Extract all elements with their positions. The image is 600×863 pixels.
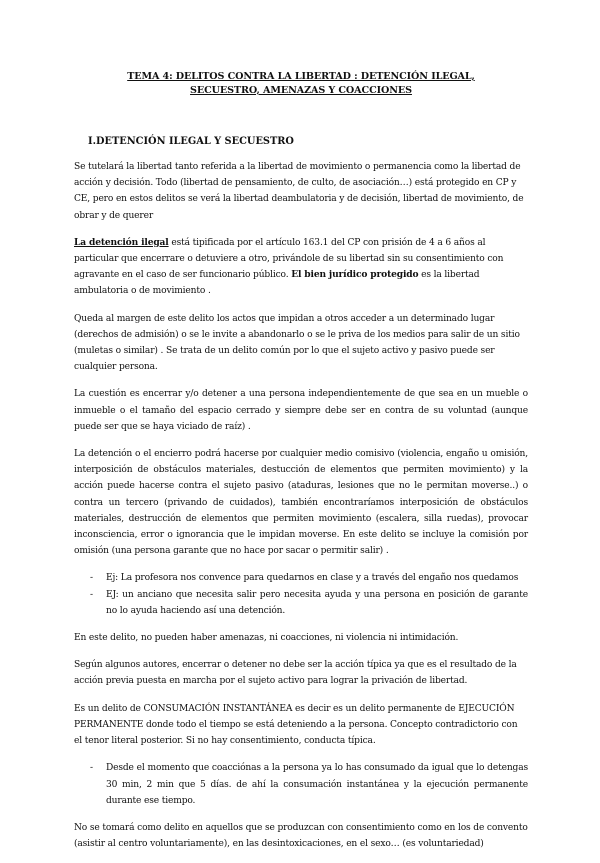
title-line-1: TEMA 4: DELITOS CONTRA LA LIBERTAD : DETENCIÓN ILEGAL, (127, 71, 475, 82)
bold-term-detencion-ilegal: La detención ilegal (74, 236, 169, 248)
paragraph-autores: Según algunos autores, encerrar o detener no debe ser la acción típica ya que es el resultado de la acción previa puesta en marcha por el sujeto activo para lograr la privación de libertad. (74, 660, 517, 687)
text-span: está tipificada por el artículo 163.1 del CP con prisión de 4 a 6 años al particular que encerrare o detuviere a otro, privándole de su libertad sin su consentimiento con agravante en el caso de ser funcionario público. (74, 237, 504, 281)
consumacion-list (74, 760, 528, 809)
document-page (74, 70, 528, 863)
paragraph-medio-comisivo: La detención o el encierro podrá hacerse por cualquier medio comisivo (violencia, engaño u omisión, interposición de obstáculos materiales, destucción de elementos que permiten movimiento) y la acción puede hacerse contra el sujeto pasivo (ataduras, lesiones que no le permitan moverse..) o contra un tercero (privando de cuidados), también encontraríamos interposición de obstáculos materiales, destrucción de elementos que permiten movimiento (escalera, silla ruedas), provocar inconsciencia, error o ignorancia que le impidan moverse. En este delito se incluye la comisión por omisión (una persona garante que no hace por sacar o permitir salir) . (74, 449, 528, 557)
paragraph-libertad: Se tutelará la libertad tanto referida a la libertad de movimiento o permanencia como la libertad de acción y decisión. Todo (libertad de pensamiento, de culto, de asociación…) está protegido en CP y CE, pero en estos delitos se verá la libertad deambulatoria y de decisión, libertad de movimiento, de obrar y de querer (74, 162, 524, 221)
list-item: - Ej: La profesora nos convence para quedarnos en clase y a través del engaño nos quedamos (106, 570, 528, 586)
paragraph-amenazas: En este delito, no pueden haber amenazas, ni coacciones, ni violencia ni intimidación. (74, 633, 459, 644)
section-heading: I.DETENCIÓN ILEGAL Y SECUESTRO (88, 136, 294, 147)
paragraph-consumacion: Es un delito de CONSUMACIÓN INSTANTÁNEA es decir es un delito permanente de EJECUCIÓN PERMANENTE donde todo el tiempo se está deteniendo a la persona. Concepto contradictorio con el tenor literal posterior. Si no hay consentimiento, conducta típica. (74, 703, 518, 747)
paragraph-consentimiento: No se tomará como delito en aquellos que se produzcan con consentimiento como en los de convento (asistir al centro voluntariamente), en las desintoxicaciones, en el sexo… (es voluntariedad) (74, 822, 528, 850)
text-span: es la libertad ambulatoria o de movimiento . (74, 270, 480, 297)
example-list (74, 570, 528, 619)
paragraph-detencion-ilegal (74, 235, 528, 300)
list-item: - Desde el momento que coacciónas a la persona ya lo has consumado da igual que lo detengas 30 min, 2 min que 5 días. de ahí la consumación instantánea y la ejecución permanente durante ese tiempo. (106, 760, 528, 809)
paragraph-margen: Queda al margen de este delito los actos que impidan a otros acceder a un determinado lugar (derechos de admisión) o se le invite a abandonarlo o se le priva de los medios para salir de un sitio (muletas o similar) . Se trata de un delito común por lo que el sujeto activo y pasivo puede ser cualquier persona. (74, 313, 520, 373)
title-line-2: SECUESTRO, AMENAZAS Y COACCIONES (190, 85, 412, 96)
paragraph-cuestion: La cuestión es encerrar y/o detener a una persona independientemente de que sea en un mueble o inmueble o el tamaño del espacio cerrado y siempre debe ser en contra de su voluntad (aunque puede ser que se haya viciado de raíz) . (74, 389, 528, 432)
bold-term-bien-juridico: El bien jurídico protegido (291, 269, 419, 281)
document-title (74, 70, 528, 98)
list-item: - EJ: un anciano que necesita salir pero necesita ayuda y una persona en posición de garante no lo ayuda haciendo así una detención. (106, 587, 528, 619)
